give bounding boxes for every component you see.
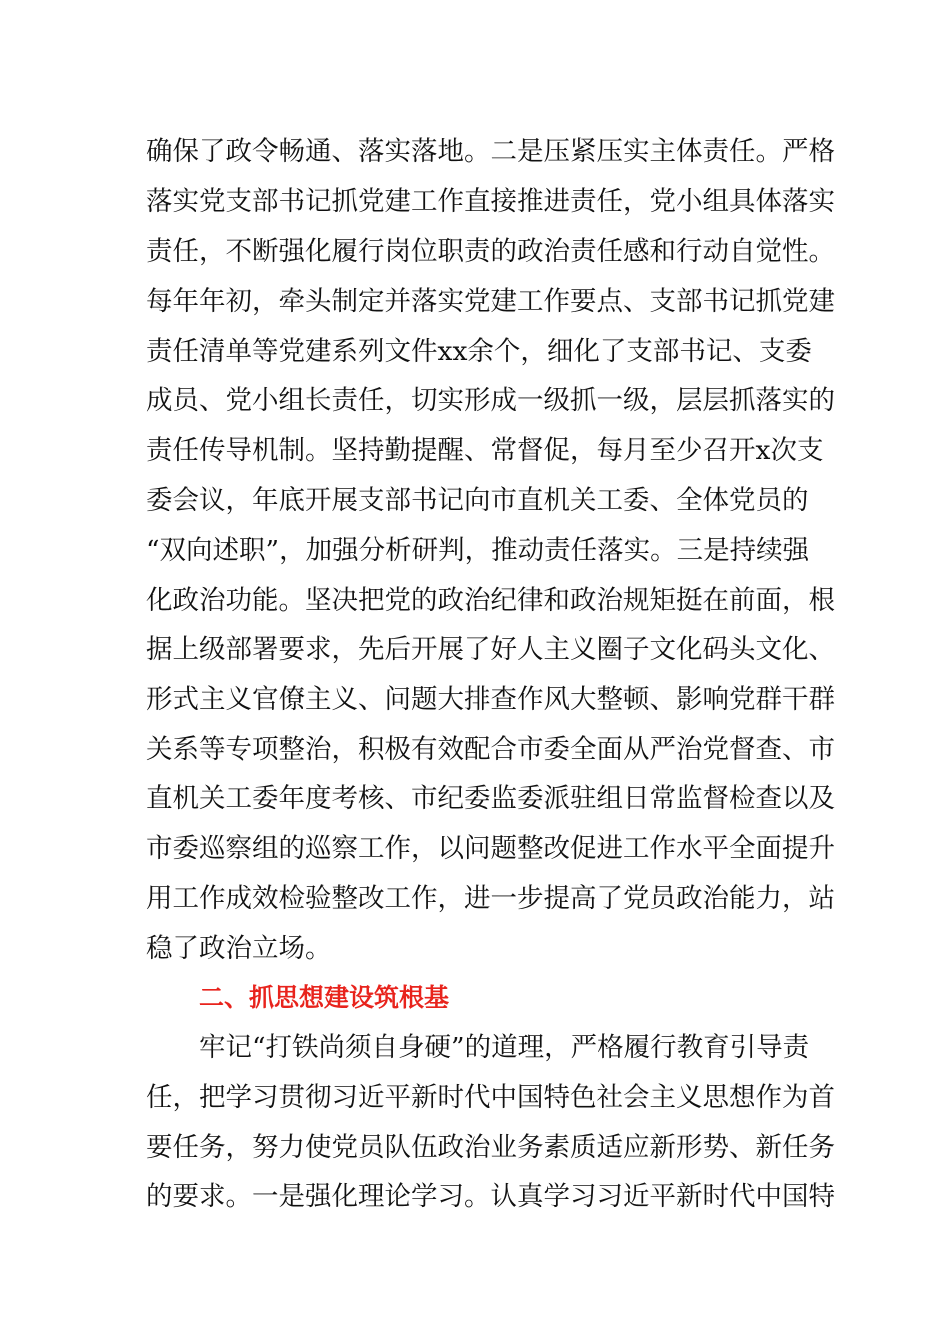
paragraph-line: “双向述职”，加强分析研判，推动责任落实。三是持续强	[146, 535, 810, 566]
paragraph-line: 关系等专项整治，积极有效配合市委全面从严治党督查、市	[146, 734, 835, 765]
paragraph-line: 形式主义官僚主义、问题大排查作风大整顿、影响党群干群	[146, 684, 835, 715]
paragraph-line: 责任传导机制。坚持勤提醒、常督促，每月至少召开x次支	[146, 435, 824, 466]
paragraph-line: 牢记“打铁尚须自身硬”的道理，严格履行教育引导责	[199, 1032, 810, 1063]
paragraph-line: 成员、党小组长责任，切实形成一级抓一级，层层抓落实的	[146, 385, 835, 416]
paragraph-line: 直机关工委年度考核、市纪委监委派驻组日常监督检查以及	[146, 783, 835, 814]
paragraph-line: 据上级部署要求，先后开展了好人主义圈子文化码头文化、	[146, 634, 835, 665]
paragraph-line: 市委巡察组的巡察工作，以问题整改促进工作水平全面提升	[146, 833, 835, 864]
paragraph-line: 稳了政治立场。	[146, 933, 332, 964]
paragraph-line: 落实党支部书记抓党建工作直接推进责任，党小组具体落实	[146, 186, 835, 217]
paragraph-line: 要任务，努力使党员队伍政治业务素质适应新形势、新任务	[146, 1132, 835, 1163]
paragraph-line: 责任清单等党建系列文件xx余个，细化了支部书记、支委	[146, 336, 812, 367]
paragraph-line: 确保了政令畅通、落实落地。二是压紧压实主体责任。严格	[146, 136, 835, 167]
paragraph-line: 的要求。一是强化理论学习。认真学习习近平新时代中国特	[146, 1181, 835, 1212]
paragraph-line: 用工作成效检验整改工作，进一步提高了党员政治能力，站	[146, 883, 835, 914]
paragraph-line: 任，把学习贯彻习近平新时代中国特色社会主义思想作为首	[146, 1082, 835, 1113]
paragraph-line: 责任，不断强化履行岗位职责的政治责任感和行动自觉性。	[146, 236, 835, 267]
paragraph-line: 化政治功能。坚决把党的政治纪律和政治规矩挺在前面，根	[146, 585, 835, 616]
paragraph-line: 每年年初，牵头制定并落实党建工作要点、支部书记抓党建	[146, 286, 835, 317]
paragraph-line: 委会议，年底开展支部书记向市直机关工委、全体党员的	[146, 485, 809, 516]
section-heading: 二、抓思想建设筑根基	[199, 983, 450, 1012]
